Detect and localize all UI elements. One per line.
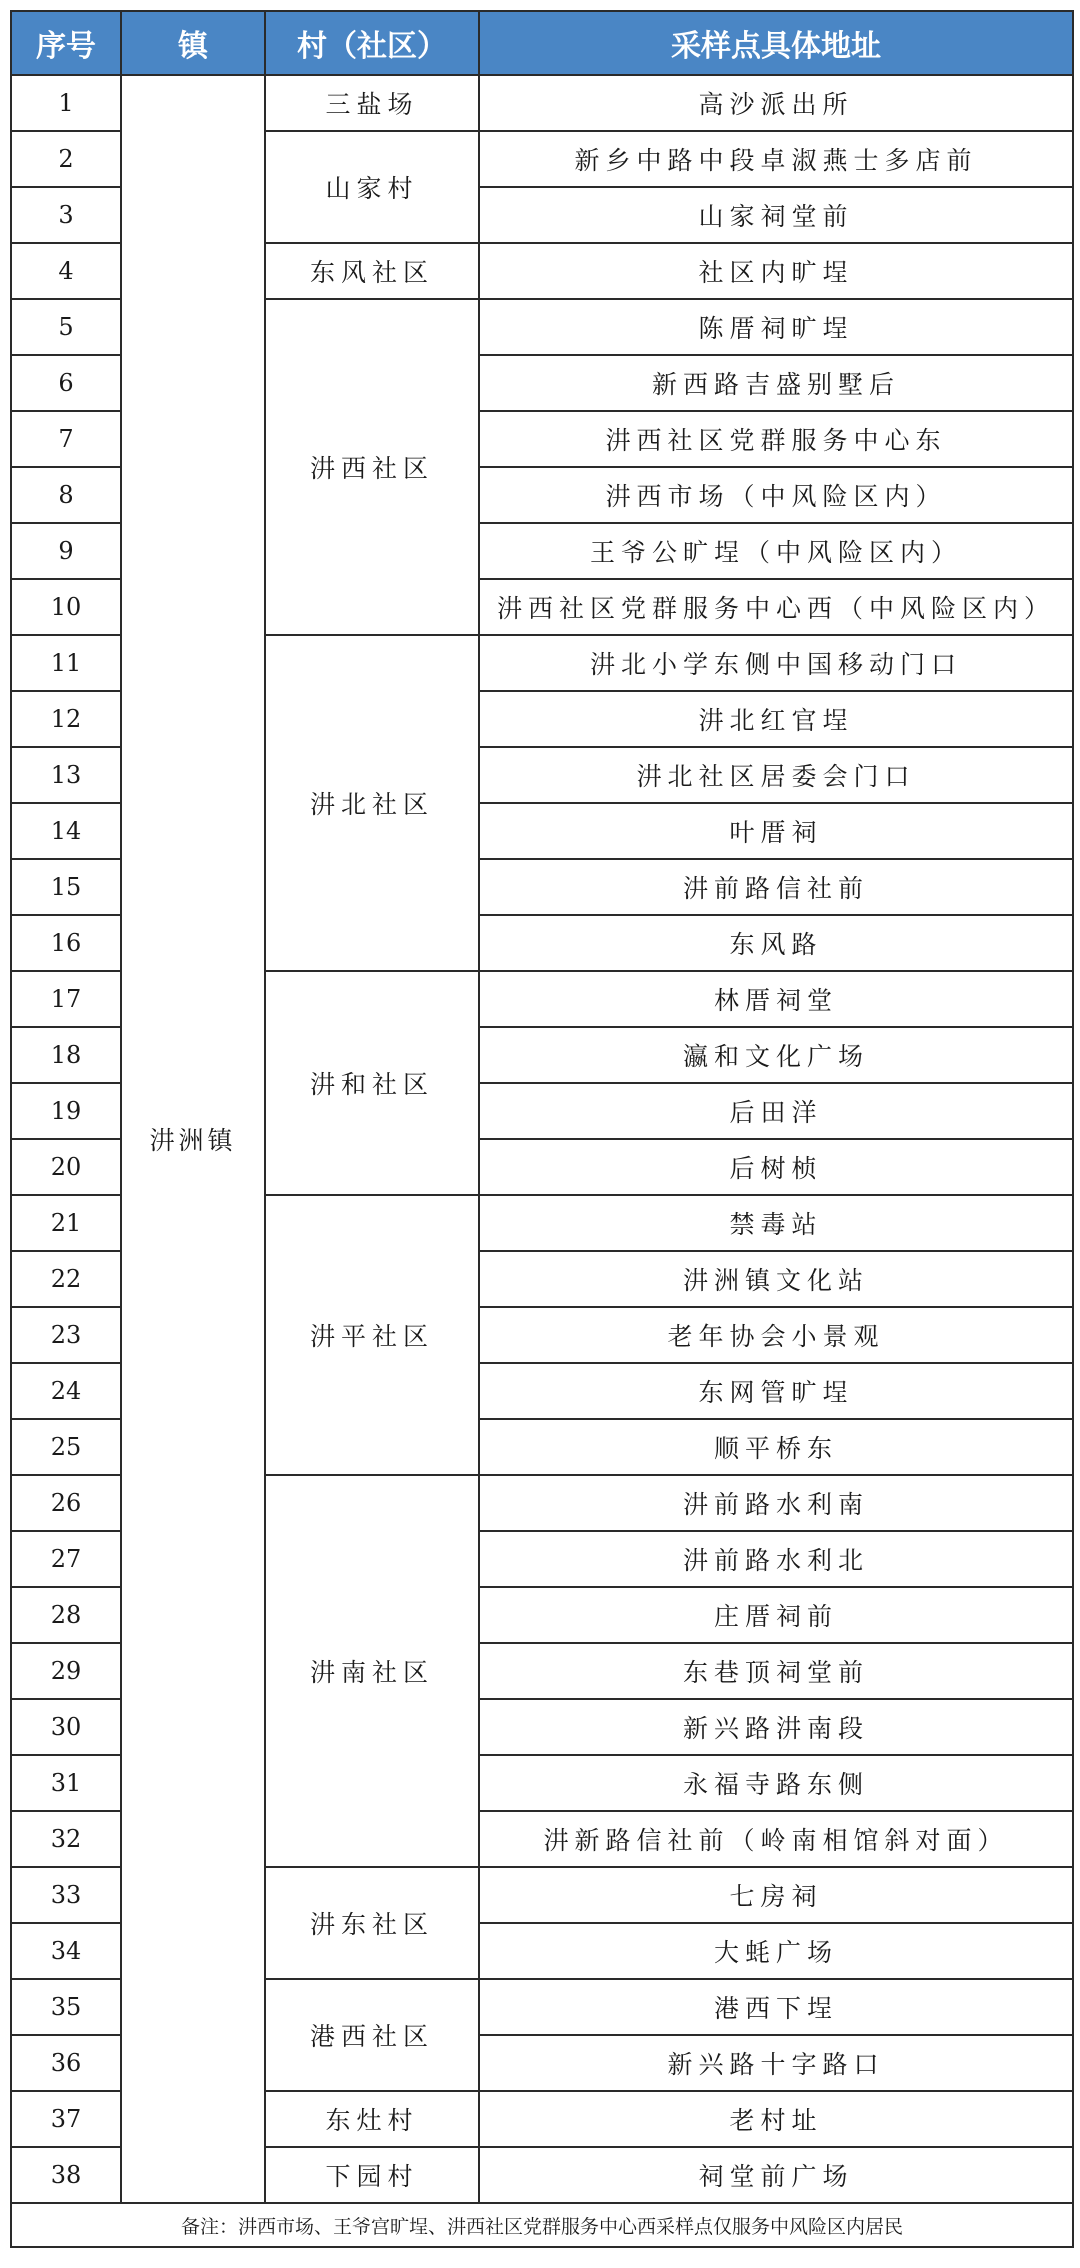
address-cell: 老年协会小景观 — [479, 1307, 1073, 1363]
address-cell: 社区内旷埕 — [479, 243, 1073, 299]
header-address: 采样点具体地址 — [479, 11, 1073, 75]
row-seq: 16 — [11, 915, 121, 971]
row-seq: 6 — [11, 355, 121, 411]
row-seq: 26 — [11, 1475, 121, 1531]
address-cell: 禁毒站 — [479, 1195, 1073, 1251]
village-cell: 港西社区 — [265, 1979, 479, 2091]
village-cell: 汫东社区 — [265, 1867, 479, 1979]
row-seq: 20 — [11, 1139, 121, 1195]
row-seq: 1 — [11, 75, 121, 131]
row-seq: 27 — [11, 1531, 121, 1587]
address-cell: 汫洲镇文化站 — [479, 1251, 1073, 1307]
village-cell: 东灶村 — [265, 2091, 479, 2147]
address-cell: 永福寺路东侧 — [479, 1755, 1073, 1811]
sampling-site-table-container — [10, 10, 1072, 2262]
town-cell: 汫洲镇 — [121, 75, 265, 2203]
row-seq: 30 — [11, 1699, 121, 1755]
row-seq: 10 — [11, 579, 121, 635]
address-cell: 东巷顶祠堂前 — [479, 1643, 1073, 1699]
village-cell: 汫西社区 — [265, 299, 479, 635]
row-seq: 38 — [11, 2147, 121, 2203]
table-header-row — [11, 11, 1073, 75]
row-seq: 11 — [11, 635, 121, 691]
address-cell: 汫北小学东侧中国移动门口 — [479, 635, 1073, 691]
address-cell: 汫前路水利南 — [479, 1475, 1073, 1531]
row-seq: 8 — [11, 467, 121, 523]
row-seq: 35 — [11, 1979, 121, 2035]
address-cell: 新西路吉盛别墅后 — [479, 355, 1073, 411]
row-seq: 7 — [11, 411, 121, 467]
address-cell: 汫西社区党群服务中心西（中风险区内） — [479, 579, 1073, 635]
village-cell: 汫南社区 — [265, 1475, 479, 1867]
village-cell: 三盐场 — [265, 75, 479, 131]
village-cell: 汫平社区 — [265, 1195, 479, 1475]
row-seq: 23 — [11, 1307, 121, 1363]
village-cell: 山家村 — [265, 131, 479, 243]
row-seq: 22 — [11, 1251, 121, 1307]
row-seq: 21 — [11, 1195, 121, 1251]
village-cell: 东风社区 — [265, 243, 479, 299]
address-cell: 汫西市场（中风险区内） — [479, 467, 1073, 523]
address-cell: 叶厝祠 — [479, 803, 1073, 859]
address-cell: 祠堂前广场 — [479, 2147, 1073, 2203]
address-cell: 汫北红官埕 — [479, 691, 1073, 747]
note-text: 备注：汫西市场、王爷宫旷埕、汫西社区党群服务中心西采样点仅服务中风险区内居民 — [11, 2203, 1073, 2247]
row-seq: 29 — [11, 1643, 121, 1699]
row-seq: 19 — [11, 1083, 121, 1139]
header-seq: 序号 — [11, 11, 121, 75]
table-body — [11, 75, 1073, 2203]
address-cell: 后田洋 — [479, 1083, 1073, 1139]
sampling-site-table — [10, 10, 1074, 2248]
row-seq: 17 — [11, 971, 121, 1027]
address-cell: 汫西社区党群服务中心东 — [479, 411, 1073, 467]
address-cell: 陈厝祠旷埕 — [479, 299, 1073, 355]
row-seq: 5 — [11, 299, 121, 355]
row-seq: 2 — [11, 131, 121, 187]
address-cell: 山家祠堂前 — [479, 187, 1073, 243]
note-row — [11, 2203, 1073, 2247]
address-cell: 新兴路十字路口 — [479, 2035, 1073, 2091]
row-seq: 4 — [11, 243, 121, 299]
address-cell: 庄厝祠前 — [479, 1587, 1073, 1643]
address-cell: 老村址 — [479, 2091, 1073, 2147]
row-seq: 33 — [11, 1867, 121, 1923]
address-cell: 汫前路水利北 — [479, 1531, 1073, 1587]
address-cell: 后树桢 — [479, 1139, 1073, 1195]
address-cell: 新兴路汫南段 — [479, 1699, 1073, 1755]
village-cell: 下园村 — [265, 2147, 479, 2203]
address-cell: 港西下埕 — [479, 1979, 1073, 2035]
row-seq: 3 — [11, 187, 121, 243]
row-seq: 18 — [11, 1027, 121, 1083]
address-cell: 新乡中路中段卓淑燕士多店前 — [479, 131, 1073, 187]
row-seq: 28 — [11, 1587, 121, 1643]
address-cell: 林厝祠堂 — [479, 971, 1073, 1027]
row-seq: 31 — [11, 1755, 121, 1811]
address-cell: 汫新路信社前（岭南相馆斜对面） — [479, 1811, 1073, 1867]
row-seq: 34 — [11, 1923, 121, 1979]
address-cell: 汫前路信社前 — [479, 859, 1073, 915]
row-seq: 37 — [11, 2091, 121, 2147]
row-seq: 13 — [11, 747, 121, 803]
village-cell: 汫和社区 — [265, 971, 479, 1195]
row-seq: 9 — [11, 523, 121, 579]
address-cell: 汫北社区居委会门口 — [479, 747, 1073, 803]
header-town: 镇 — [121, 11, 265, 75]
row-seq: 36 — [11, 2035, 121, 2091]
address-cell: 顺平桥东 — [479, 1419, 1073, 1475]
address-cell: 东风路 — [479, 915, 1073, 971]
row-seq: 25 — [11, 1419, 121, 1475]
address-cell: 王爷公旷埕（中风险区内） — [479, 523, 1073, 579]
row-seq: 12 — [11, 691, 121, 747]
row-seq: 14 — [11, 803, 121, 859]
row-seq: 24 — [11, 1363, 121, 1419]
address-cell: 七房祠 — [479, 1867, 1073, 1923]
row-seq: 15 — [11, 859, 121, 915]
address-cell: 瀛和文化广场 — [479, 1027, 1073, 1083]
address-cell: 东网管旷埕 — [479, 1363, 1073, 1419]
address-cell: 大蚝广场 — [479, 1923, 1073, 1979]
row-seq: 32 — [11, 1811, 121, 1867]
address-cell: 高沙派出所 — [479, 75, 1073, 131]
table-row — [11, 75, 1073, 131]
header-village: 村（社区） — [265, 11, 479, 75]
village-cell: 汫北社区 — [265, 635, 479, 971]
